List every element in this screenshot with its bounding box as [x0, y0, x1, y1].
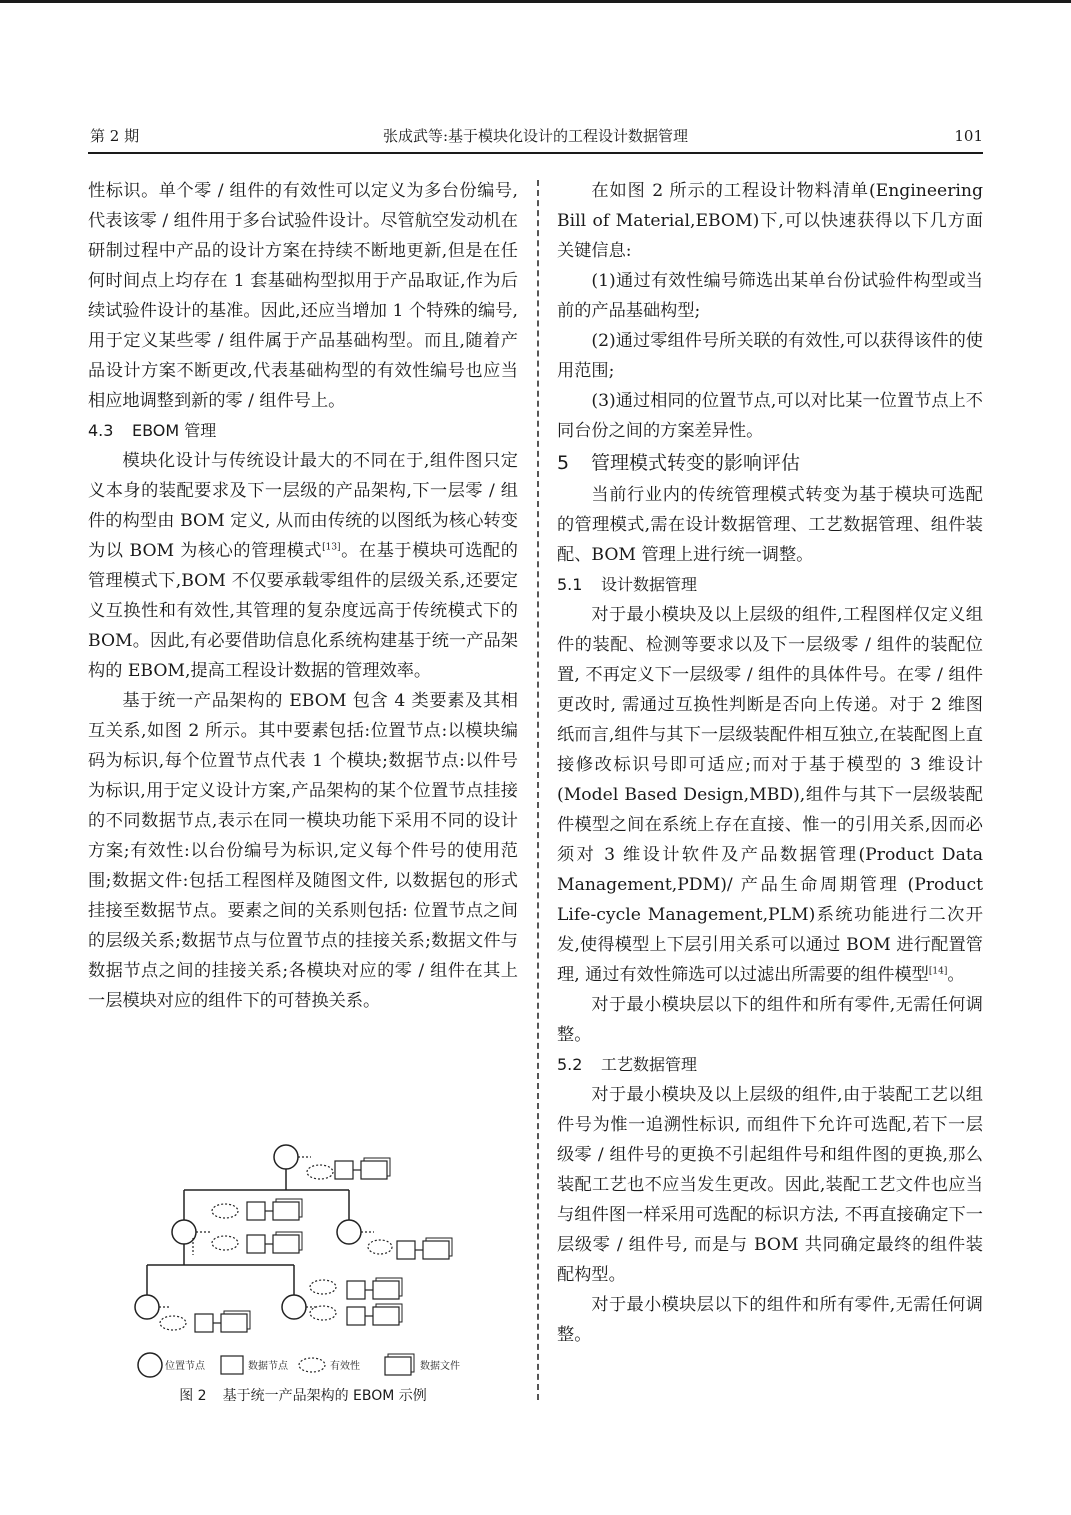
data-node: [247, 1235, 265, 1253]
list-item: (1)通过有效性编号筛选出某单台份试验件构型或当前的产品基础构型;: [557, 271, 983, 321]
position-node: [337, 1220, 361, 1244]
legend-data-file: 数据文件: [420, 1361, 460, 1372]
paragraph: [557, 600, 983, 990]
citation-ref: [13]: [322, 542, 341, 553]
data-node: [247, 1202, 265, 1220]
figure-number: 图 2: [179, 1388, 207, 1404]
journal-issue: 第 2 期: [90, 127, 140, 145]
section-heading-4-3: [88, 416, 518, 446]
section-title: EBOM 管理: [132, 421, 217, 440]
legend-position-node: 位置节点: [165, 1361, 205, 1372]
data-node: [335, 1161, 353, 1179]
paragraph-text: 对于最小模块及以上层级的组件,工程图样仅定义组件的装配、检测等要求以及下一层级零 / 组件的装配位置, 不再定义下一层级零 / 组件的具体件号。在零 / 组件更改时, 需通过互换性判断是否向上传递。对于 2 维图纸而言,组件与其下一层级装配件相互独立,在装配图上直接修改标识号即可适应;而对于基于模型的 3 维设计(Model Based Design,MBD),组件与其下一层级装配件模型之间在系统上存在直接、惟一的引用关系,因而必须对 3 维设计软件及产品数据管理(Product Data Management,PDM)/ 产品生命周期管理 (Product Life-cycle Management,PLM)系统功能进行二次开发,使得模型上下层引用关系可以通过 BOM 进行配置管理, 通过有效性筛选可以过滤出所需要的组件模型: [557, 605, 983, 985]
section-number: 4.3: [88, 421, 114, 440]
figure-caption: [88, 1385, 518, 1407]
section-heading-5-2: [557, 1050, 983, 1080]
paragraph: 基于统一产品架构的 EBOM 包含 4 类要素及其相互关系,如图 2 所示。其中要素包括:位置节点:以模块编码为标识,每个位置节点代表 1 个模块;数据节点:以件号为标识,用于定义设计方案,产品架构的某个位置节点挂接的不同数据节点,表示在同一模块功能下采用不同的设计方案;有效性:以台份编号为标识,定义每个件号的使用范围;数据文件:包括工程图样及随图文件, 以数据包的形式挂接至数据节点。要素之间的关系则包括: 位置节点之间的层级关系;数据节点与位置节点的挂接关系;数据文件与数据节点之间的挂接关系;各模块对应的零 / 组件在其上一层模块对应的组件下的可替换关系。: [88, 691, 518, 1011]
position-node: [172, 1220, 196, 1244]
column-divider: [537, 180, 539, 1400]
section-heading-5-1: [557, 570, 983, 600]
legend-position-node-icon: [138, 1353, 162, 1377]
paragraph: 当前行业内的传统管理模式转变为基于模块可选配的管理模式,需在设计数据管理、工艺数据管理、组件装配、BOM 管理上进行统一调整。: [557, 485, 983, 565]
section-number: 5: [557, 452, 570, 474]
section-title: 管理模式转变的影响评估: [591, 452, 801, 474]
figure-title: 基于统一产品架构的 EBOM 示例: [222, 1388, 427, 1404]
list-item: (3)通过相同的位置节点,可以对比某一位置节点上不同台份之间的方案差异性。: [557, 391, 983, 441]
citation-ref: [14]: [928, 966, 948, 977]
right-column: [557, 176, 983, 1350]
data-node: [347, 1307, 365, 1325]
paragraph-text: 。在基于模块可选配的管理模式下,BOM 不仅要承载零组件的层级关系,还要定义互换性和有效性,其管理的复杂度远高于传统模式下的 BOM。因此,有必要借助信息化系统构建基于统一产品架构的 EBOM,提高工程设计数据的管理效率。: [88, 541, 518, 681]
figure-legend: [138, 1353, 460, 1377]
list-item: (2)通过零组件号所关联的有效性,可以获得该件的使用范围;: [557, 331, 983, 381]
data-node: [397, 1241, 415, 1259]
legend-data-file-icon: [385, 1354, 414, 1375]
section-heading-5: [557, 446, 983, 480]
paragraph: 性标识。单个零 / 组件的有效性可以定义为多台份编号,代表该零 / 组件用于多台试验件设计。尽管航空发动机在研制过程中产品的设计方案在持续不断地更新,但是在任何时间点上均存在 1 套基础构型拟用于产品取证,作为后续试验件设计的基准。因此,还应当增加 1 个特殊的编号,用于定义某些零 / 组件属于产品基础构型。而且,随着产品设计方案不断更改,代表基础构型的有效性编号也应当相应地调整到新的零 / 组件号上。: [88, 181, 518, 411]
paragraph: [88, 446, 518, 686]
paragraph: 对于最小模块及以上层级的组件,由于装配工艺以组件号为惟一追溯性标识, 而组件下允许可选配,若下一层级零 / 组件号的更换不引起组件号和组件图的更换,那么装配工艺也不应当发生更改。因此,装配工艺文件也应当与组件图一样采用可选配的标识方法, 不再直接确定下一层级零 / 组件号, 而是与 BOM 共同确定最终的组件装配构型。: [557, 1085, 983, 1285]
left-column: [88, 176, 518, 1016]
page-number: 101: [954, 127, 983, 145]
section-number: 5.1: [557, 575, 583, 594]
paragraph: 对于最小模块层以下的组件和所有零件,无需任何调整。: [557, 1295, 983, 1345]
paragraph: 对于最小模块层以下的组件和所有零件,无需任何调整。: [557, 995, 983, 1045]
data-node: [195, 1314, 213, 1332]
legend-data-node: 数据节点: [248, 1361, 288, 1372]
running-title: 张成武等:基于模块化设计的工程设计数据管理: [382, 127, 689, 145]
legend-effectivity-icon: [299, 1358, 325, 1372]
section-title: 设计数据管理: [601, 575, 698, 594]
legend-data-node-icon: [221, 1356, 243, 1374]
ebom-diagram: [125, 1135, 485, 1385]
top-border: [0, 0, 1071, 3]
position-node: [282, 1295, 306, 1319]
legend-effectivity: 有效性: [330, 1361, 360, 1372]
header-rule: [88, 152, 983, 154]
position-node: [274, 1145, 298, 1169]
section-title: 工艺数据管理: [601, 1055, 698, 1074]
paragraph: 在如图 2 所示的工程设计物料清单(Engineering Bill of Material,EBOM)下,可以快速获得以下几方面关键信息:: [557, 181, 983, 261]
data-node: [347, 1281, 365, 1299]
figure-2: [125, 1135, 485, 1385]
section-number: 5.2: [557, 1055, 583, 1074]
position-node: [135, 1295, 159, 1319]
paragraph-text: 模块化设计与传统设计最大的不同在于,组件图只定义本身的装配要求及下一层级的产品架构,下一层零 / 组件的构型由 BOM 定义, 从而由传统的以图纸为核心转变为以 BOM 为核心的管理模式: [88, 451, 518, 561]
paragraph-text: 。: [947, 965, 965, 985]
